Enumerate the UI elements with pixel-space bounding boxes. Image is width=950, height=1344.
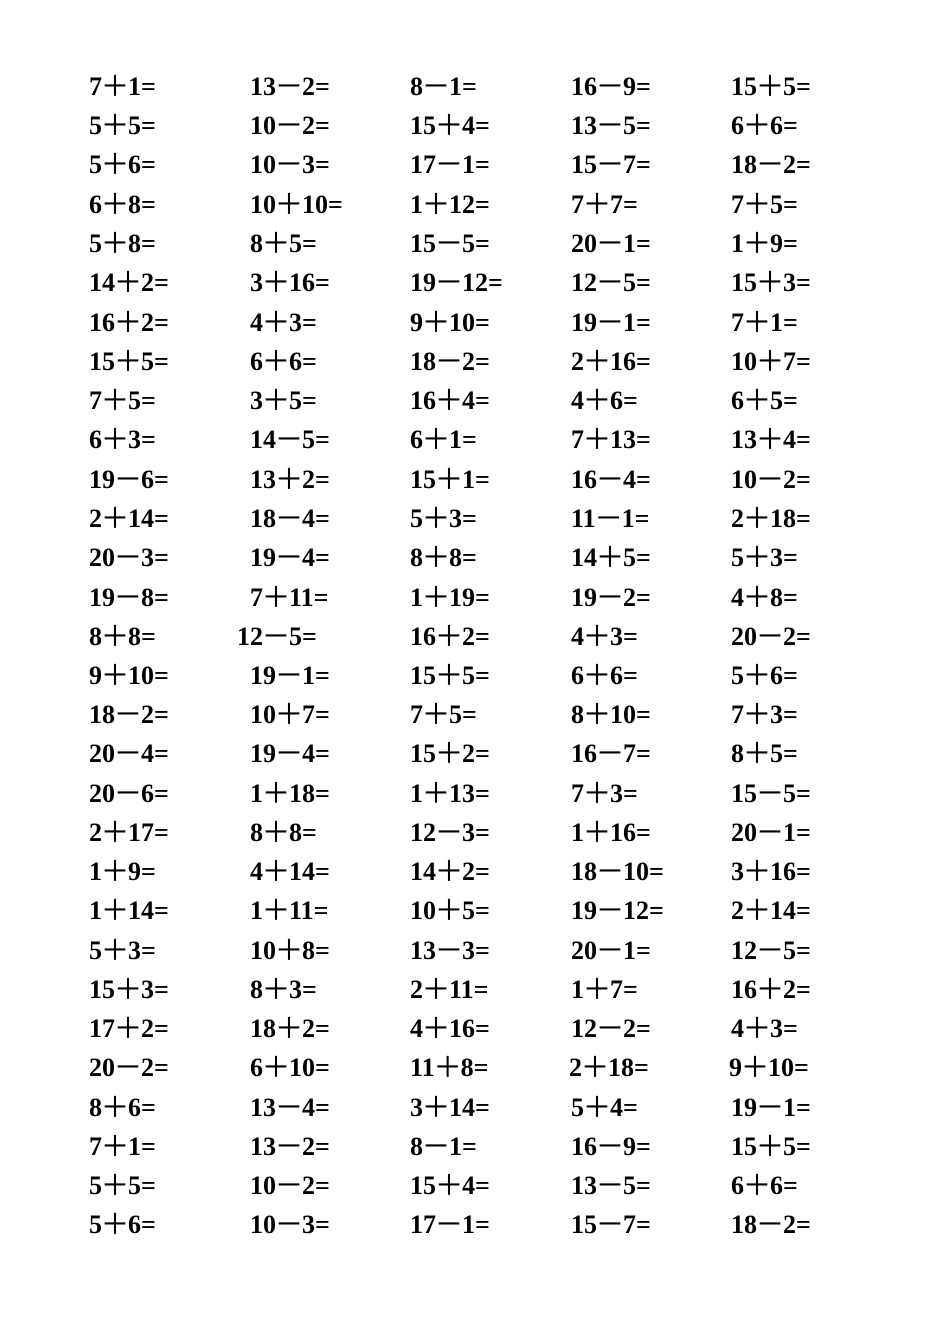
- problem: 1＋18=: [250, 779, 330, 808]
- problem: 20－1=: [731, 818, 811, 847]
- problem: 2＋17=: [89, 818, 169, 847]
- problem: 20－3=: [89, 543, 169, 572]
- problem: 1＋7=: [571, 975, 638, 1004]
- problem: 1＋12=: [410, 190, 490, 219]
- problem: 17－1=: [410, 150, 490, 179]
- problem: 17－1=: [410, 1210, 490, 1239]
- problem: 16＋4=: [410, 386, 490, 415]
- problem: 6＋6=: [731, 1171, 798, 1200]
- problem: 20－2=: [731, 622, 811, 651]
- problem: 4＋14=: [250, 857, 330, 886]
- problem: 6＋10=: [250, 1053, 330, 1082]
- problem: 10＋5=: [410, 896, 490, 925]
- problem: 5＋3=: [731, 543, 798, 572]
- problem: 5＋5=: [89, 1171, 156, 1200]
- problem: 19－1=: [571, 308, 651, 337]
- problem: 19－1=: [250, 661, 330, 690]
- problem: 12－2=: [571, 1014, 651, 1043]
- problem: 18－2=: [731, 1210, 811, 1239]
- problem-row-27: [0, 1088, 950, 1127]
- problem-row-2: [0, 106, 950, 145]
- problem: 7＋3=: [571, 779, 638, 808]
- problem: 1＋11=: [250, 896, 329, 925]
- problem: 14＋2=: [410, 857, 490, 886]
- problem: 10－3=: [250, 1210, 330, 1239]
- problem: 15＋5=: [731, 1132, 811, 1161]
- problem: 8＋5=: [731, 739, 798, 768]
- problem-row-3: [0, 145, 950, 184]
- problem: 7＋3=: [731, 700, 798, 729]
- problem: 11－1=: [571, 504, 650, 533]
- problem: 7＋5=: [89, 386, 156, 415]
- problem: 19－4=: [250, 739, 330, 768]
- problem: 7＋13=: [571, 425, 651, 454]
- problem: 10－2=: [250, 1171, 330, 1200]
- problem: 10＋10=: [250, 190, 343, 219]
- problem: 4＋6=: [571, 386, 638, 415]
- problem: 18－4=: [250, 504, 330, 533]
- problem-row-25: [0, 1009, 950, 1048]
- problem: 16＋2=: [410, 622, 490, 651]
- problem-row-26: [0, 1048, 950, 1087]
- problem-row-16: [0, 656, 950, 695]
- problem: 9＋10=: [729, 1053, 809, 1082]
- problem-row-21: [0, 852, 950, 891]
- problem: 15＋5=: [89, 347, 169, 376]
- problem-row-10: [0, 420, 950, 459]
- problem-row-18: [0, 734, 950, 773]
- problem: 12－5=: [731, 936, 811, 965]
- problem: 14＋2=: [89, 268, 169, 297]
- problem: 12－3=: [410, 818, 490, 847]
- problem: 19－12=: [410, 268, 503, 297]
- problem: 15＋4=: [410, 111, 490, 140]
- problem: 13－2=: [250, 72, 330, 101]
- problem: 5＋3=: [410, 504, 477, 533]
- problem: 3＋14=: [410, 1093, 490, 1122]
- problem-row-4: [0, 185, 950, 224]
- problem: 18－2=: [89, 700, 169, 729]
- problem: 18＋2=: [250, 1014, 330, 1043]
- problem: 1＋14=: [89, 896, 169, 925]
- problem: 19－8=: [89, 583, 169, 612]
- problem: 12－5=: [571, 268, 651, 297]
- problem: 15＋1=: [410, 465, 490, 494]
- problem-row-22: [0, 891, 950, 930]
- problem: 6＋6=: [250, 347, 317, 376]
- problem: 4＋16=: [410, 1014, 490, 1043]
- problem-row-19: [0, 774, 950, 813]
- problem: 7＋7=: [571, 190, 638, 219]
- problem: 15＋5=: [731, 72, 811, 101]
- problem: 16－4=: [571, 465, 651, 494]
- problem: 3＋16=: [250, 268, 330, 297]
- problem: 3＋5=: [250, 386, 317, 415]
- problem: 10－2=: [731, 465, 811, 494]
- problem: 8－1=: [410, 72, 477, 101]
- problem: 19－12=: [571, 896, 664, 925]
- problem: 2＋14=: [89, 504, 169, 533]
- problem: 8－1=: [410, 1132, 477, 1161]
- problem-row-7: [0, 303, 950, 342]
- problem: 16－7=: [571, 739, 651, 768]
- problem: 7＋5=: [410, 700, 477, 729]
- problem: 8＋10=: [571, 700, 651, 729]
- problem: 1＋16=: [571, 818, 651, 847]
- problem: 8＋5=: [250, 229, 317, 258]
- problem: 20－2=: [89, 1053, 169, 1082]
- problem: 6＋6=: [571, 661, 638, 690]
- problem: 17＋2=: [89, 1014, 169, 1043]
- problem: 15＋3=: [89, 975, 169, 1004]
- problem: 10＋8=: [250, 936, 330, 965]
- problem: 5＋6=: [89, 1210, 156, 1239]
- problem-row-1: [0, 67, 950, 106]
- problem-row-14: [0, 578, 950, 617]
- problem: 16＋2=: [731, 975, 811, 1004]
- problem: 13－4=: [250, 1093, 330, 1122]
- problem: 8＋8=: [89, 622, 156, 651]
- problem-row-9: [0, 381, 950, 420]
- problem-row-23: [0, 931, 950, 970]
- problem-row-13: [0, 538, 950, 577]
- problem: 1＋13=: [410, 779, 490, 808]
- problem-row-11: [0, 460, 950, 499]
- problem-row-30: [0, 1205, 950, 1244]
- problem-row-20: [0, 813, 950, 852]
- problem: 4＋3=: [731, 1014, 798, 1043]
- problem: 16－9=: [571, 1132, 651, 1161]
- problem: 18－10=: [571, 857, 664, 886]
- problem: 14＋5=: [571, 543, 651, 572]
- problem: 16＋2=: [89, 308, 169, 337]
- problem: 5＋6=: [89, 150, 156, 179]
- problem: 1＋9=: [89, 857, 156, 886]
- problem: 6＋1=: [410, 425, 477, 454]
- problem: 10＋7=: [250, 700, 330, 729]
- problem: 15＋2=: [410, 739, 490, 768]
- problem: 2＋16=: [571, 347, 651, 376]
- problem: 5＋6=: [731, 661, 798, 690]
- problem: 7＋5=: [731, 190, 798, 219]
- problem: 13－5=: [571, 1171, 651, 1200]
- problem: 1＋19=: [410, 583, 490, 612]
- problem: 19－6=: [89, 465, 169, 494]
- problem: 7＋1=: [89, 72, 156, 101]
- problem: 7＋1=: [89, 1132, 156, 1161]
- problem: 10－3=: [250, 150, 330, 179]
- problem: 8＋6=: [89, 1093, 156, 1122]
- problem: 9＋10=: [410, 308, 490, 337]
- problem-row-15: [0, 617, 950, 656]
- problem: 5＋5=: [89, 111, 156, 140]
- problem: 6＋8=: [89, 190, 156, 219]
- problem-row-24: [0, 970, 950, 1009]
- problem: 6＋5=: [731, 386, 798, 415]
- problem-row-6: [0, 263, 950, 302]
- problem: 5＋4=: [571, 1093, 638, 1122]
- problem-row-29: [0, 1166, 950, 1205]
- problem: 2＋11=: [410, 975, 489, 1004]
- problem: 16－9=: [571, 72, 651, 101]
- problem: 8＋8=: [250, 818, 317, 847]
- problem: 13＋2=: [250, 465, 330, 494]
- problem: 3＋16=: [731, 857, 811, 886]
- problem: 7＋1=: [731, 308, 798, 337]
- problem: 19－2=: [571, 583, 651, 612]
- problem: 15－7=: [571, 150, 651, 179]
- problem: 15＋3=: [731, 268, 811, 297]
- problem: 13－3=: [410, 936, 490, 965]
- problem-row-5: [0, 224, 950, 263]
- problem: 20－4=: [89, 739, 169, 768]
- problem: 9＋10=: [89, 661, 169, 690]
- problem: 8＋3=: [250, 975, 317, 1004]
- problem: 5＋8=: [89, 229, 156, 258]
- problem: 8＋8=: [410, 543, 477, 572]
- problem: 15－7=: [571, 1210, 651, 1239]
- problem: 18－2=: [410, 347, 490, 376]
- problem-row-28: [0, 1127, 950, 1166]
- problem: 15－5=: [731, 779, 811, 808]
- problem-row-8: [0, 342, 950, 381]
- problem: 6＋3=: [89, 425, 156, 454]
- problem: 2＋14=: [731, 896, 811, 925]
- problem: 14－5=: [250, 425, 330, 454]
- problem: 19－1=: [731, 1093, 811, 1122]
- problem: 15－5=: [410, 229, 490, 258]
- problem: 15＋5=: [410, 661, 490, 690]
- problem: 18－2=: [731, 150, 811, 179]
- problem-row-12: [0, 499, 950, 538]
- problem: 11＋8=: [410, 1053, 489, 1082]
- problem: 6＋6=: [731, 111, 798, 140]
- problem: 15＋4=: [410, 1171, 490, 1200]
- problem: 5＋3=: [89, 936, 156, 965]
- problem: 2＋18=: [569, 1053, 649, 1082]
- problem: 13＋4=: [731, 425, 811, 454]
- problem: 2＋18=: [731, 504, 811, 533]
- problem: 7＋11=: [250, 583, 329, 612]
- problem-row-17: [0, 695, 950, 734]
- problem: 1＋9=: [731, 229, 798, 258]
- problem: 19－4=: [250, 543, 330, 572]
- problem: 13－5=: [571, 111, 651, 140]
- problem: 20－1=: [571, 229, 651, 258]
- problem: 20－1=: [571, 936, 651, 965]
- problem: 20－6=: [89, 779, 169, 808]
- problem: 10＋7=: [731, 347, 811, 376]
- problem: 4＋8=: [731, 583, 798, 612]
- problem: 12－5=: [237, 622, 317, 651]
- problem: 13－2=: [250, 1132, 330, 1161]
- problem: 10－2=: [250, 111, 330, 140]
- problem: 4＋3=: [571, 622, 638, 651]
- problem: 4＋3=: [250, 308, 317, 337]
